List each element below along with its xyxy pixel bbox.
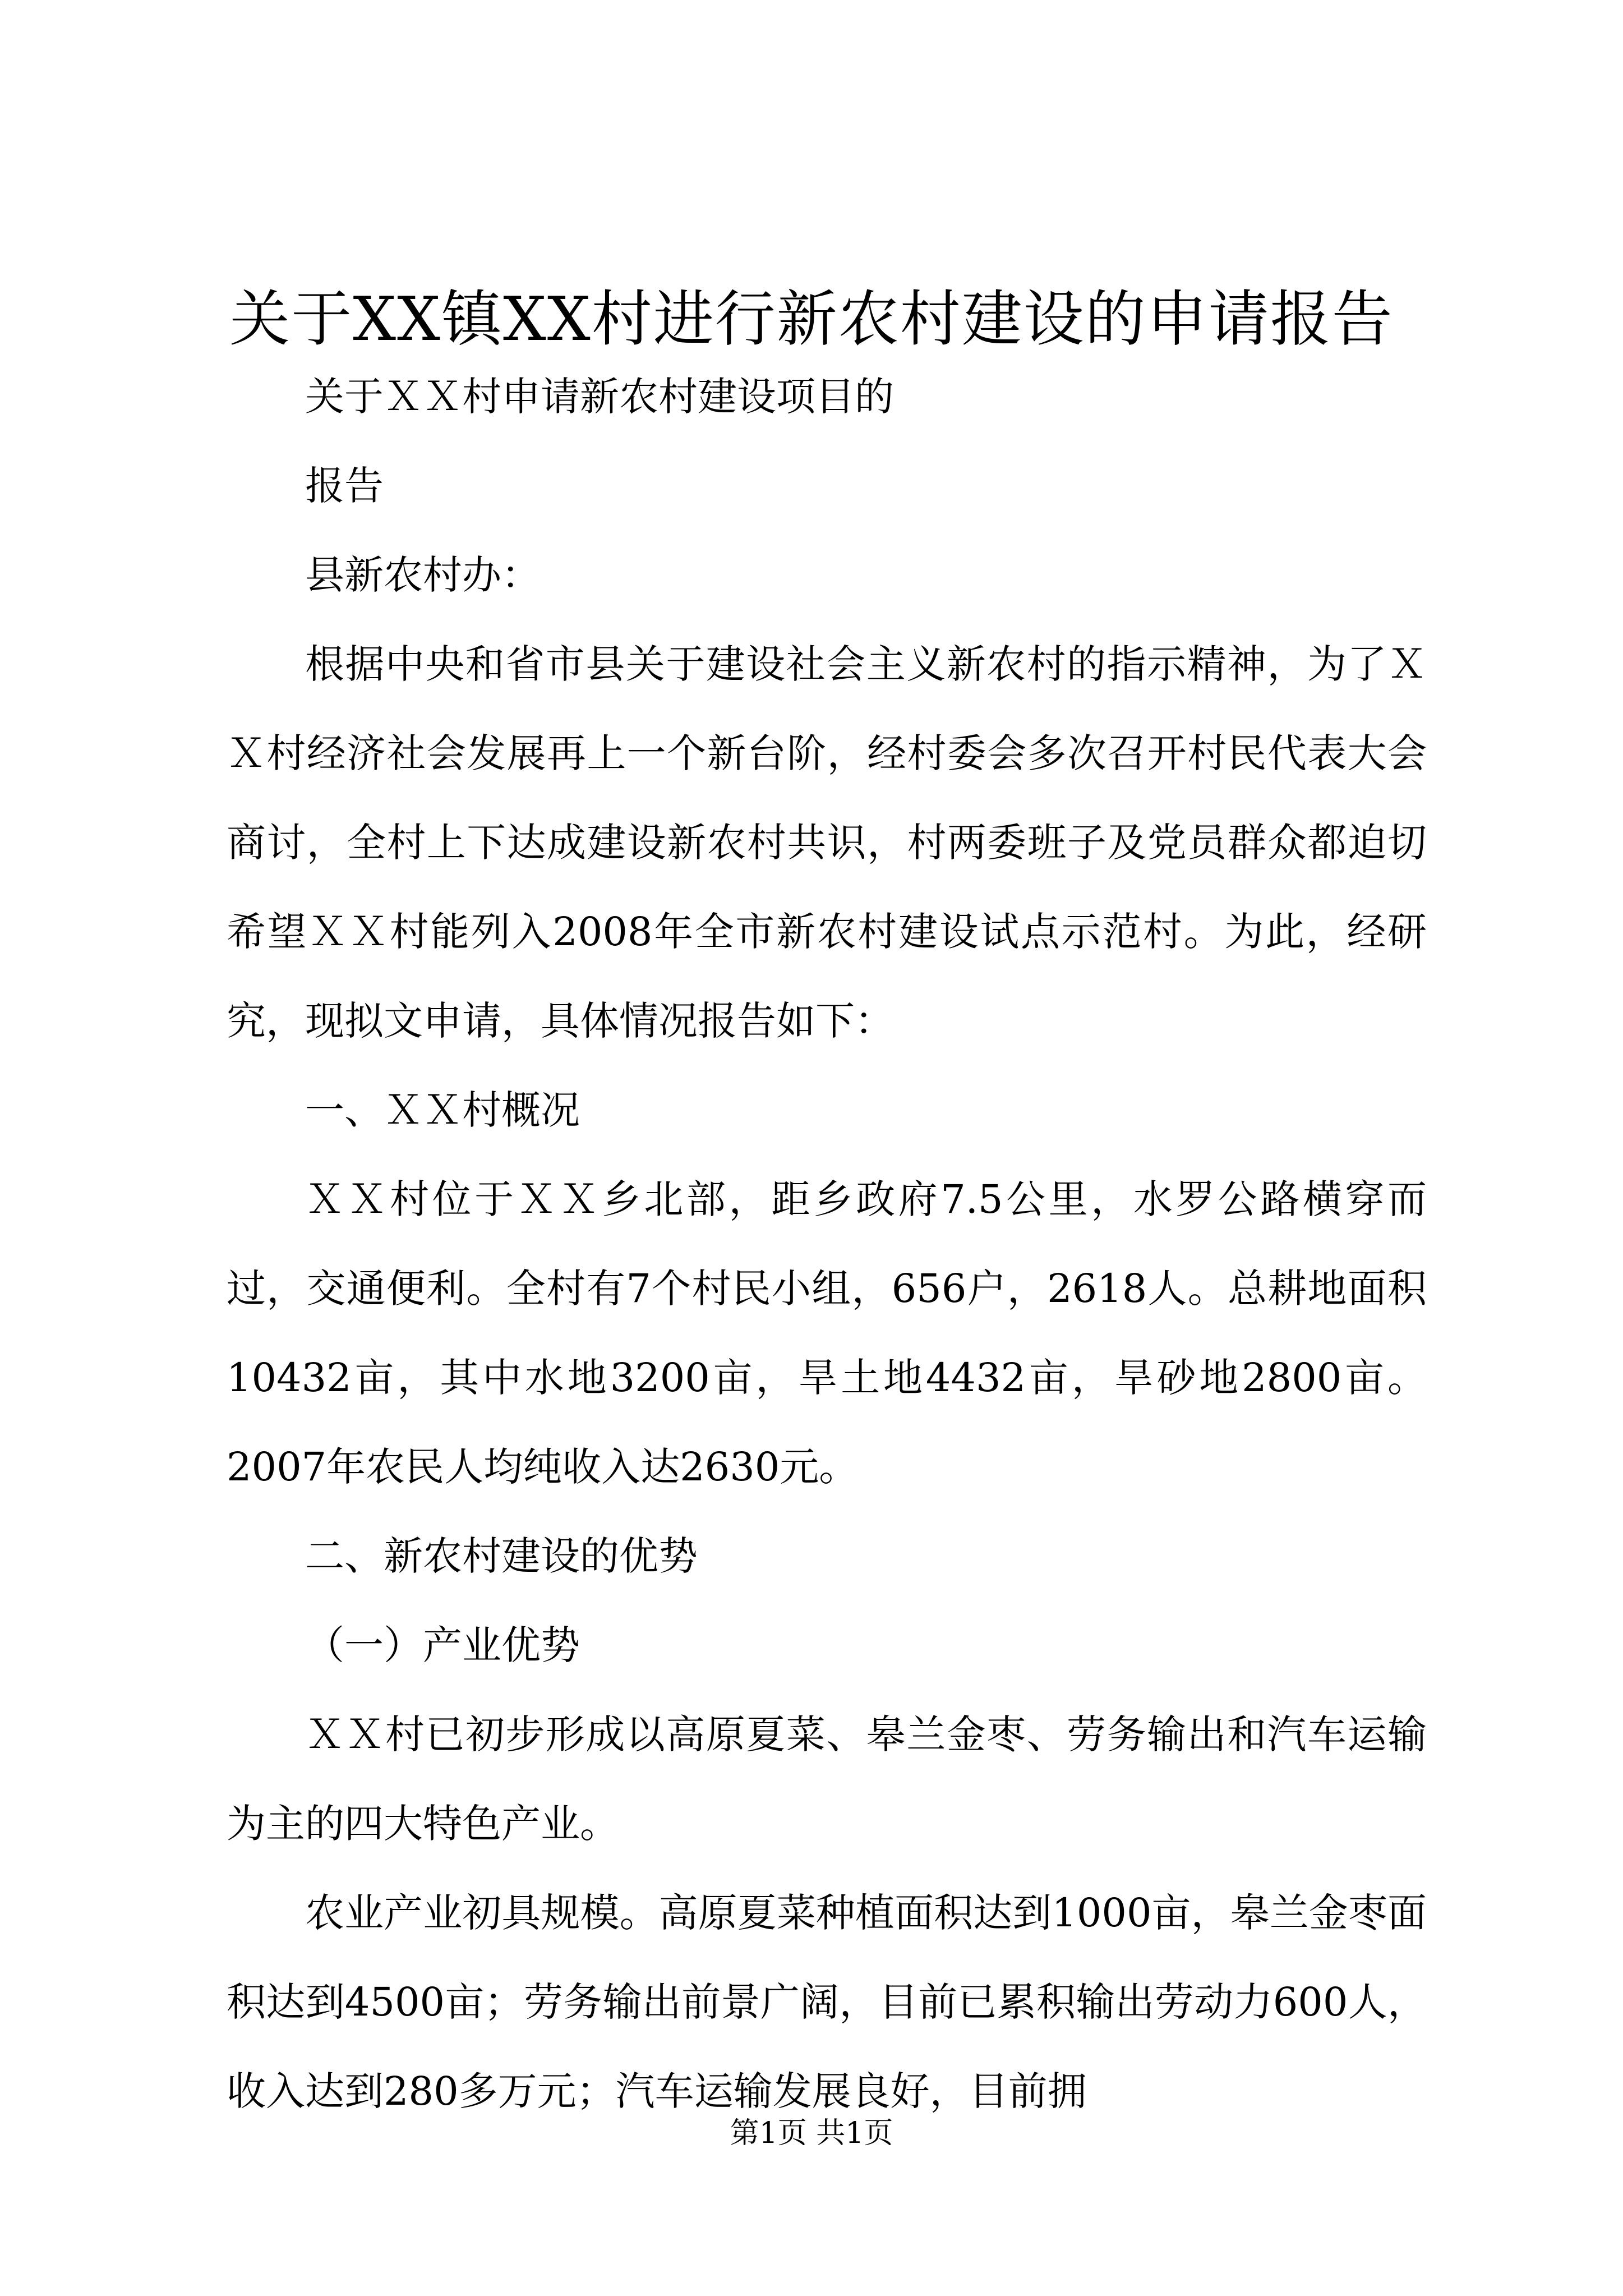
document-title: 关于XX镇XX村进行新农村建设的申请报告 [229, 284, 1394, 355]
document-body [227, 352, 1427, 2136]
page-footer: 第1页 共1页 [730, 2116, 893, 2150]
subtitle-line-1: 关于ＸＸ村申请新农村建设项目的 [305, 374, 894, 420]
addressee: 县新农村办： [305, 552, 541, 598]
paragraph: 根据中央和省市县关于建设社会主义新农村的指示精神，为了ＸＸ村经济社会发展再上一个新台阶，经村委会多次召开村民代表大会商讨，全村上下达成建设新农村共识，村两委班子及党员群众都迫切希望ＸＸ村能列入2008年全市新农村建设试点示范村。为此，经研究，现拟文申请，具体情况报告如下： [227, 641, 1427, 1044]
paragraph: 农业产业初具规模。高原夏菜种植面积达到1000亩，皋兰金枣面积达到4500亩；劳务输出前景广阔，目前已累积输出劳动力600人，收入达到280多万元；汽车运输发展良好，目前拥 [227, 1890, 1427, 2114]
subtitle-line-2: 报告 [305, 463, 384, 509]
paragraph: ＸＸ村位于ＸＸ乡北部，距乡政府7.5公里，水罗公路横穿而过，交通便利。全村有7个村民小组，656户，2618人。总耕地面积10432亩，其中水地3200亩，旱土地4432亩，旱砂地2800亩。2007年农民人均纯收入达2630元。 [227, 1176, 1427, 1490]
subsection-heading: （一）产业优势 [305, 1622, 580, 1668]
paragraph: ＸＸ村已初步形成以高原夏菜、皋兰金枣、劳务输出和汽车运输为主的四大特色产业。 [227, 1711, 1427, 1847]
section-heading: 一、ＸＸ村概况 [305, 1087, 580, 1133]
section-heading: 二、新农村建设的优势 [305, 1533, 698, 1579]
